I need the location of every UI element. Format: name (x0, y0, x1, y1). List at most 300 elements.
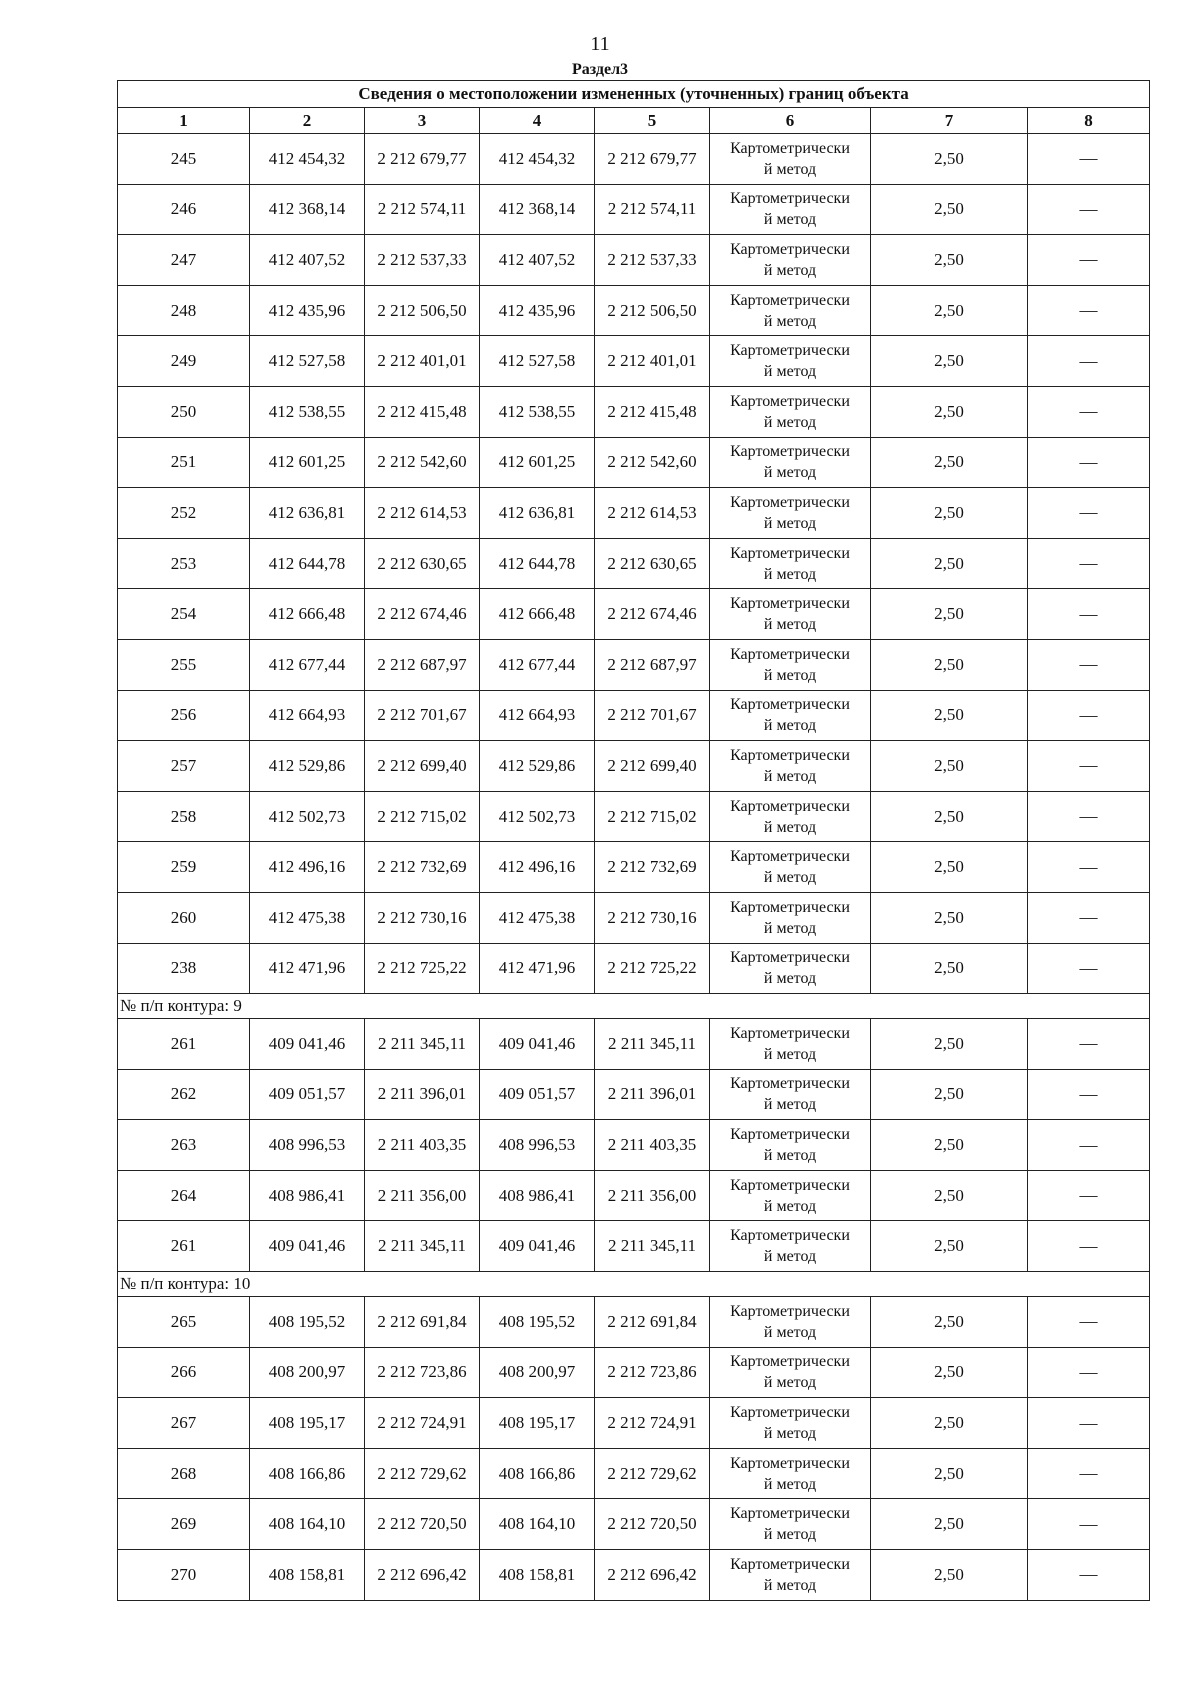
page-number: 11 (590, 33, 610, 55)
x-coordinate-cell: 412 527,58 (250, 336, 365, 387)
method-line-1: Картометрически (730, 493, 850, 511)
note-cell: — (1028, 1347, 1150, 1398)
note-cell: — (1028, 842, 1150, 893)
y-coordinate-cell: 2 211 403,35 (365, 1120, 480, 1171)
x-coordinate-new-cell: 409 041,46 (480, 1019, 595, 1070)
note-cell: — (1028, 1550, 1150, 1601)
point-number-cell: 249 (118, 336, 250, 387)
method-line-2: й метод (763, 211, 817, 229)
y-coordinate-new-cell: 2 212 674,46 (595, 589, 710, 640)
table-row (118, 1398, 1150, 1449)
method-line-1: Картометрически (730, 1176, 850, 1194)
x-coordinate-cell: 412 471,96 (250, 943, 365, 994)
note-cell: — (1028, 437, 1150, 488)
point-number-cell: 256 (118, 690, 250, 741)
accuracy-cell: 2,50 (871, 1448, 1028, 1499)
note-cell: — (1028, 1499, 1150, 1550)
note-cell: — (1028, 1069, 1150, 1120)
method-line-1: Картометрически (730, 797, 850, 815)
accuracy-cell: 2,50 (871, 336, 1028, 387)
x-coordinate-cell: 412 435,96 (250, 285, 365, 336)
method-line-1: Картометрически (730, 1024, 850, 1042)
table-row (118, 134, 1150, 185)
column-number: 2 (250, 108, 365, 134)
accuracy-cell: 2,50 (871, 538, 1028, 589)
method-line-2: й метод (763, 1374, 817, 1392)
contour-header-row (118, 994, 1150, 1019)
method-line-1: Картометрически (730, 1302, 850, 1320)
note-cell: — (1028, 386, 1150, 437)
point-number-cell: 246 (118, 184, 250, 235)
x-coordinate-new-cell: 412 502,73 (480, 791, 595, 842)
method-line-2: й метод (763, 1096, 817, 1114)
table-row (118, 538, 1150, 589)
table-row (118, 184, 1150, 235)
note-cell: — (1028, 1120, 1150, 1171)
accuracy-cell: 2,50 (871, 589, 1028, 640)
y-coordinate-new-cell: 2 211 345,11 (595, 1221, 710, 1272)
x-coordinate-new-cell: 408 166,86 (480, 1448, 595, 1499)
x-coordinate-cell: 408 200,97 (250, 1347, 365, 1398)
x-coordinate-new-cell: 408 195,17 (480, 1398, 595, 1449)
method-cell (710, 741, 871, 792)
note-cell: — (1028, 285, 1150, 336)
method-line-2: й метод (763, 970, 817, 988)
x-coordinate-new-cell: 412 644,78 (480, 538, 595, 589)
table-body (118, 134, 1150, 1601)
y-coordinate-cell: 2 212 537,33 (365, 235, 480, 286)
point-number-cell: 266 (118, 1347, 250, 1398)
point-number-cell: 247 (118, 235, 250, 286)
method-line-1: Картометрически (730, 443, 850, 461)
x-coordinate-new-cell: 409 041,46 (480, 1221, 595, 1272)
method-line-1: Картометрически (730, 898, 850, 916)
x-coordinate-new-cell: 408 986,41 (480, 1170, 595, 1221)
column-number: 1 (118, 108, 250, 134)
method-line-1: Картометрически (730, 190, 850, 208)
table-row (118, 285, 1150, 336)
table-row (118, 1170, 1150, 1221)
x-coordinate-cell: 412 677,44 (250, 639, 365, 690)
accuracy-cell: 2,50 (871, 1120, 1028, 1171)
y-coordinate-cell: 2 212 699,40 (365, 741, 480, 792)
accuracy-cell: 2,50 (871, 791, 1028, 842)
x-coordinate-new-cell: 412 407,52 (480, 235, 595, 286)
method-line-2: й метод (763, 464, 817, 482)
table-row (118, 1221, 1150, 1272)
x-coordinate-cell: 409 041,46 (250, 1221, 365, 1272)
method-cell (710, 1120, 871, 1171)
note-cell: — (1028, 184, 1150, 235)
accuracy-cell: 2,50 (871, 741, 1028, 792)
accuracy-cell: 2,50 (871, 134, 1028, 185)
y-coordinate-new-cell: 2 212 730,16 (595, 892, 710, 943)
x-coordinate-cell: 408 986,41 (250, 1170, 365, 1221)
note-cell: — (1028, 589, 1150, 640)
column-number: 7 (871, 108, 1028, 134)
y-coordinate-cell: 2 211 396,01 (365, 1069, 480, 1120)
y-coordinate-new-cell: 2 212 415,48 (595, 386, 710, 437)
x-coordinate-new-cell: 412 471,96 (480, 943, 595, 994)
note-cell: — (1028, 892, 1150, 943)
column-number: 3 (365, 108, 480, 134)
method-cell (710, 842, 871, 893)
point-number-cell: 250 (118, 386, 250, 437)
accuracy-cell: 2,50 (871, 639, 1028, 690)
x-coordinate-cell: 412 529,86 (250, 741, 365, 792)
y-coordinate-new-cell: 2 211 403,35 (595, 1120, 710, 1171)
method-cell (710, 1297, 871, 1348)
point-number-cell: 269 (118, 1499, 250, 1550)
table-row (118, 892, 1150, 943)
x-coordinate-cell: 412 538,55 (250, 386, 365, 437)
note-cell: — (1028, 235, 1150, 286)
method-line-2: й метод (763, 514, 817, 532)
accuracy-cell: 2,50 (871, 842, 1028, 893)
x-coordinate-new-cell: 412 454,32 (480, 134, 595, 185)
x-coordinate-new-cell: 412 677,44 (480, 639, 595, 690)
point-number-cell: 253 (118, 538, 250, 589)
y-coordinate-cell: 2 212 720,50 (365, 1499, 480, 1550)
contour-label: № п/п контура: 9 (118, 994, 1150, 1019)
y-coordinate-cell: 2 211 345,11 (365, 1221, 480, 1272)
x-coordinate-cell: 412 664,93 (250, 690, 365, 741)
method-line-2: й метод (763, 1323, 817, 1341)
method-line-2: й метод (763, 767, 817, 785)
method-cell (710, 1398, 871, 1449)
y-coordinate-cell: 2 212 701,67 (365, 690, 480, 741)
method-line-2: й метод (763, 1197, 817, 1215)
x-coordinate-cell: 412 475,38 (250, 892, 365, 943)
x-coordinate-cell: 408 195,52 (250, 1297, 365, 1348)
point-number-cell: 245 (118, 134, 250, 185)
method-line-2: й метод (763, 1147, 817, 1165)
note-cell: — (1028, 1170, 1150, 1221)
method-line-1: Картометрически (730, 1126, 850, 1144)
note-cell: — (1028, 1221, 1150, 1272)
x-coordinate-new-cell: 408 996,53 (480, 1120, 595, 1171)
x-coordinate-new-cell: 412 496,16 (480, 842, 595, 893)
point-number-cell: 258 (118, 791, 250, 842)
y-coordinate-new-cell: 2 212 401,01 (595, 336, 710, 387)
method-line-2: й метод (763, 869, 817, 887)
method-line-1: Картометрически (730, 1404, 850, 1422)
method-cell (710, 134, 871, 185)
table-row (118, 690, 1150, 741)
method-line-1: Картометрически (730, 1075, 850, 1093)
x-coordinate-new-cell: 412 601,25 (480, 437, 595, 488)
method-line-1: Картометрически (730, 949, 850, 967)
table-row (118, 336, 1150, 387)
x-coordinate-new-cell: 412 664,93 (480, 690, 595, 741)
x-coordinate-cell: 412 502,73 (250, 791, 365, 842)
point-number-cell: 262 (118, 1069, 250, 1120)
accuracy-cell: 2,50 (871, 235, 1028, 286)
y-coordinate-cell: 2 212 723,86 (365, 1347, 480, 1398)
method-line-2: й метод (763, 1248, 817, 1266)
method-cell (710, 1019, 871, 1070)
method-line-1: Картометрически (730, 1555, 850, 1573)
x-coordinate-cell: 408 166,86 (250, 1448, 365, 1499)
table-row (118, 589, 1150, 640)
y-coordinate-cell: 2 212 696,42 (365, 1550, 480, 1601)
note-cell: — (1028, 336, 1150, 387)
method-line-1: Картометрически (730, 1227, 850, 1245)
y-coordinate-new-cell: 2 212 691,84 (595, 1297, 710, 1348)
x-coordinate-cell: 412 368,14 (250, 184, 365, 235)
point-number-cell: 238 (118, 943, 250, 994)
accuracy-cell: 2,50 (871, 437, 1028, 488)
x-coordinate-new-cell: 412 527,58 (480, 336, 595, 387)
point-number-cell: 261 (118, 1019, 250, 1070)
y-coordinate-cell: 2 212 715,02 (365, 791, 480, 842)
x-coordinate-new-cell: 412 666,48 (480, 589, 595, 640)
accuracy-cell: 2,50 (871, 1170, 1028, 1221)
x-coordinate-cell: 412 601,25 (250, 437, 365, 488)
y-coordinate-cell: 2 212 415,48 (365, 386, 480, 437)
point-number-cell: 252 (118, 488, 250, 539)
method-line-2: й метод (763, 818, 817, 836)
table-row (118, 1019, 1150, 1070)
x-coordinate-new-cell: 409 051,57 (480, 1069, 595, 1120)
accuracy-cell: 2,50 (871, 1550, 1028, 1601)
accuracy-cell: 2,50 (871, 1069, 1028, 1120)
section-title: Раздел3 (571, 61, 629, 78)
method-cell (710, 285, 871, 336)
point-number-cell: 263 (118, 1120, 250, 1171)
method-cell (710, 1499, 871, 1550)
accuracy-cell: 2,50 (871, 943, 1028, 994)
x-coordinate-cell: 412 644,78 (250, 538, 365, 589)
point-number-cell: 257 (118, 741, 250, 792)
y-coordinate-cell: 2 212 729,62 (365, 1448, 480, 1499)
accuracy-cell: 2,50 (871, 488, 1028, 539)
table-row (118, 1550, 1150, 1601)
method-cell (710, 386, 871, 437)
column-number: 8 (1028, 108, 1150, 134)
note-cell: — (1028, 1448, 1150, 1499)
table-row (118, 1448, 1150, 1499)
x-coordinate-new-cell: 408 158,81 (480, 1550, 595, 1601)
table-row (118, 488, 1150, 539)
method-cell (710, 1347, 871, 1398)
x-coordinate-new-cell: 412 368,14 (480, 184, 595, 235)
table-row (118, 1297, 1150, 1348)
note-cell: — (1028, 639, 1150, 690)
table-row (118, 235, 1150, 286)
x-coordinate-cell: 412 636,81 (250, 488, 365, 539)
method-line-2: й метод (763, 312, 817, 330)
accuracy-cell: 2,50 (871, 690, 1028, 741)
method-cell (710, 1550, 871, 1601)
y-coordinate-new-cell: 2 212 725,22 (595, 943, 710, 994)
point-number-cell: 270 (118, 1550, 250, 1601)
y-coordinate-cell: 2 212 614,53 (365, 488, 480, 539)
table-row (118, 791, 1150, 842)
method-line-2: й метод (763, 565, 817, 583)
y-coordinate-new-cell: 2 211 396,01 (595, 1069, 710, 1120)
table-row (118, 437, 1150, 488)
coordinates-table (117, 80, 1150, 1601)
x-coordinate-cell: 412 454,32 (250, 134, 365, 185)
table-row (118, 386, 1150, 437)
point-number-cell: 254 (118, 589, 250, 640)
x-coordinate-cell: 409 051,57 (250, 1069, 365, 1120)
method-line-1: Картометрически (730, 1454, 850, 1472)
y-coordinate-cell: 2 212 730,16 (365, 892, 480, 943)
y-coordinate-new-cell: 2 211 356,00 (595, 1170, 710, 1221)
method-cell (710, 892, 871, 943)
y-coordinate-cell: 2 212 679,77 (365, 134, 480, 185)
x-coordinate-cell: 408 158,81 (250, 1550, 365, 1601)
y-coordinate-new-cell: 2 212 614,53 (595, 488, 710, 539)
column-number: 5 (595, 108, 710, 134)
method-line-1: Картометрически (730, 696, 850, 714)
note-cell: — (1028, 690, 1150, 741)
note-cell: — (1028, 1019, 1150, 1070)
method-cell (710, 1170, 871, 1221)
y-coordinate-new-cell: 2 212 732,69 (595, 842, 710, 893)
method-line-1: Картометрически (730, 595, 850, 613)
method-cell (710, 437, 871, 488)
method-cell (710, 1448, 871, 1499)
method-cell (710, 538, 871, 589)
x-coordinate-new-cell: 412 636,81 (480, 488, 595, 539)
note-cell: — (1028, 134, 1150, 185)
table-row (118, 1347, 1150, 1398)
method-line-2: й метод (763, 1425, 817, 1443)
method-line-2: й метод (763, 160, 817, 178)
y-coordinate-cell: 2 212 630,65 (365, 538, 480, 589)
y-coordinate-cell: 2 212 574,11 (365, 184, 480, 235)
method-line-1: Картометрически (730, 240, 850, 258)
note-cell: — (1028, 538, 1150, 589)
y-coordinate-cell: 2 212 725,22 (365, 943, 480, 994)
column-number: 6 (710, 108, 871, 134)
note-cell: — (1028, 791, 1150, 842)
y-coordinate-new-cell: 2 212 542,60 (595, 437, 710, 488)
y-coordinate-cell: 2 212 674,46 (365, 589, 480, 640)
y-coordinate-new-cell: 2 212 506,50 (595, 285, 710, 336)
point-number-cell: 265 (118, 1297, 250, 1348)
y-coordinate-cell: 2 212 732,69 (365, 842, 480, 893)
point-number-cell: 267 (118, 1398, 250, 1449)
table-row (118, 842, 1150, 893)
x-coordinate-cell: 408 164,10 (250, 1499, 365, 1550)
x-coordinate-new-cell: 412 475,38 (480, 892, 595, 943)
y-coordinate-cell: 2 211 345,11 (365, 1019, 480, 1070)
x-coordinate-new-cell: 408 164,10 (480, 1499, 595, 1550)
method-cell (710, 184, 871, 235)
method-line-1: Картометрически (730, 848, 850, 866)
method-cell (710, 1069, 871, 1120)
x-coordinate-new-cell: 412 435,96 (480, 285, 595, 336)
method-cell (710, 791, 871, 842)
x-coordinate-cell: 408 996,53 (250, 1120, 365, 1171)
method-cell (710, 589, 871, 640)
accuracy-cell: 2,50 (871, 285, 1028, 336)
method-cell (710, 690, 871, 741)
method-cell (710, 943, 871, 994)
note-cell: — (1028, 1398, 1150, 1449)
accuracy-cell: 2,50 (871, 1221, 1028, 1272)
y-coordinate-new-cell: 2 212 699,40 (595, 741, 710, 792)
method-line-1: Картометрически (730, 342, 850, 360)
accuracy-cell: 2,50 (871, 1499, 1028, 1550)
method-line-2: й метод (763, 1526, 817, 1544)
method-line-2: й метод (763, 666, 817, 684)
y-coordinate-cell: 2 212 687,97 (365, 639, 480, 690)
method-line-2: й метод (763, 616, 817, 634)
y-coordinate-new-cell: 2 212 630,65 (595, 538, 710, 589)
y-coordinate-cell: 2 212 506,50 (365, 285, 480, 336)
y-coordinate-new-cell: 2 211 345,11 (595, 1019, 710, 1070)
table-title-row (118, 81, 1150, 108)
y-coordinate-cell: 2 212 691,84 (365, 1297, 480, 1348)
point-number-cell: 264 (118, 1170, 250, 1221)
y-coordinate-new-cell: 2 212 696,42 (595, 1550, 710, 1601)
table-row (118, 639, 1150, 690)
y-coordinate-new-cell: 2 212 715,02 (595, 791, 710, 842)
method-cell (710, 639, 871, 690)
accuracy-cell: 2,50 (871, 184, 1028, 235)
x-coordinate-cell: 412 666,48 (250, 589, 365, 640)
y-coordinate-new-cell: 2 212 729,62 (595, 1448, 710, 1499)
point-number-cell: 261 (118, 1221, 250, 1272)
method-line-2: й метод (763, 413, 817, 431)
method-line-1: Картометрически (730, 139, 850, 157)
table-row (118, 741, 1150, 792)
method-line-1: Картометрически (730, 1353, 850, 1371)
method-line-2: й метод (763, 1475, 817, 1493)
method-line-1: Картометрически (730, 544, 850, 562)
column-number: 4 (480, 108, 595, 134)
contour-header-row (118, 1272, 1150, 1297)
x-coordinate-cell: 408 195,17 (250, 1398, 365, 1449)
method-cell (710, 488, 871, 539)
method-line-1: Картометрически (730, 1505, 850, 1523)
table-row (118, 1499, 1150, 1550)
method-line-2: й метод (763, 261, 817, 279)
x-coordinate-new-cell: 412 538,55 (480, 386, 595, 437)
method-line-1: Картометрически (730, 746, 850, 764)
y-coordinate-new-cell: 2 212 720,50 (595, 1499, 710, 1550)
y-coordinate-new-cell: 2 212 574,11 (595, 184, 710, 235)
x-coordinate-new-cell: 408 200,97 (480, 1347, 595, 1398)
y-coordinate-new-cell: 2 212 537,33 (595, 235, 710, 286)
column-number-row (118, 108, 1150, 134)
method-line-2: й метод (763, 919, 817, 937)
y-coordinate-cell: 2 212 542,60 (365, 437, 480, 488)
table-row (118, 1069, 1150, 1120)
y-coordinate-new-cell: 2 212 724,91 (595, 1398, 710, 1449)
table-title: Сведения о местоположении измененных (уточненных) границ объекта (118, 81, 1150, 108)
accuracy-cell: 2,50 (871, 386, 1028, 437)
x-coordinate-new-cell: 412 529,86 (480, 741, 595, 792)
point-number-cell: 255 (118, 639, 250, 690)
accuracy-cell: 2,50 (871, 1019, 1028, 1070)
point-number-cell: 259 (118, 842, 250, 893)
method-line-1: Картометрически (730, 291, 850, 309)
contour-label: № п/п контура: 10 (118, 1272, 1150, 1297)
method-cell (710, 1221, 871, 1272)
y-coordinate-cell: 2 211 356,00 (365, 1170, 480, 1221)
accuracy-cell: 2,50 (871, 1398, 1028, 1449)
point-number-cell: 260 (118, 892, 250, 943)
accuracy-cell: 2,50 (871, 1297, 1028, 1348)
y-coordinate-new-cell: 2 212 723,86 (595, 1347, 710, 1398)
point-number-cell: 251 (118, 437, 250, 488)
